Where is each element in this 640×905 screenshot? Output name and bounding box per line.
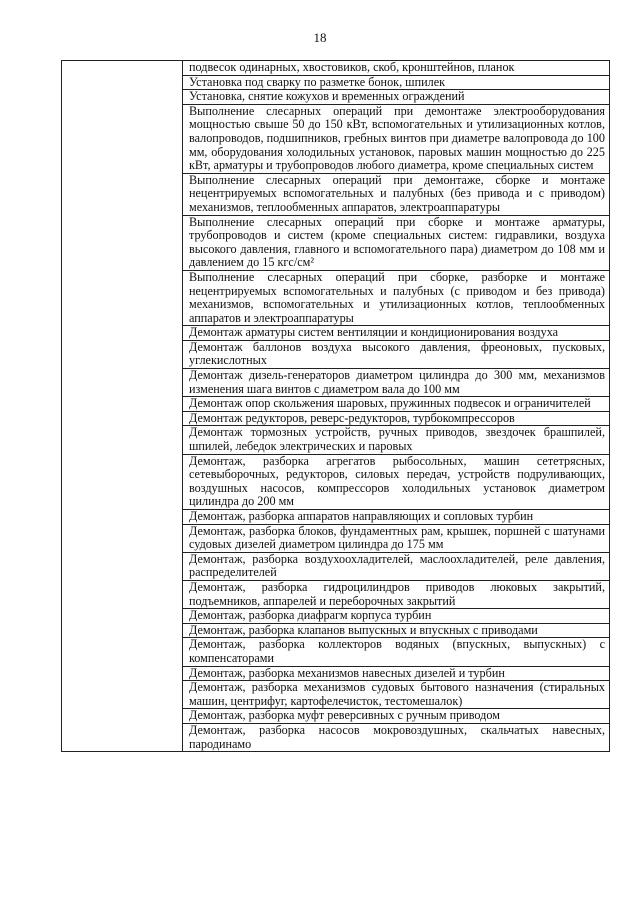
work-description-cell: Демонтаж, разборка клапанов выпускных и впускных с приводами (183, 623, 610, 638)
work-description-cell: Демонтаж баллонов воздуха высокого давления, фреоновых, пусковых, углекислотных (183, 340, 610, 368)
work-description-cell: Демонтаж дизель-генераторов диаметром цилиндра до 300 мм, механизмов изменения шага винтов с диаметром вала до 100 мм (183, 369, 610, 397)
work-types-table (61, 60, 610, 752)
work-description-cell: Выполнение слесарных операций при демонтаже электрооборудования мощностью свыше 50 до 150 кВт, вспомогательных и утилизационных котлов, валопроводов, подшипников, гребных винтов при диаметре валопровода до 100 мм, оборудования холодильных установок, паровых машин мощностью до 225 кВт, арматуры и трубопроводов любого диаметра, кроме специальных систем (183, 104, 610, 173)
work-description-cell: Выполнение слесарных операций при демонтаже, сборке и монтаже нецентрируемых вспомогательных и палубных (без привода и с приводом) механизмов, теплообменных аппаратов, электроаппаратуры (183, 173, 610, 215)
work-description-cell: Установка, снятие кожухов и временных ограждений (183, 90, 610, 105)
work-description-cell: Демонтаж, разборка механизмов навесных дизелей и турбин (183, 666, 610, 681)
table-row (62, 61, 610, 76)
work-description-cell: подвесок одинарных, хвостовиков, скоб, кронштейнов, планок (183, 61, 610, 76)
work-description-cell: Демонтаж тормозных устройств, ручных приводов, звездочек брашпилей, шпилей, лебедок электрических и паровых (183, 426, 610, 454)
work-description-cell: Установка под сварку по разметке бонок, шпилек (183, 75, 610, 90)
left-column-cell (62, 61, 183, 752)
work-description-cell: Демонтаж арматуры систем вентиляции и кондиционирования воздуха (183, 326, 610, 341)
work-description-cell: Демонтаж, разборка аппаратов направляющих и сопловых турбин (183, 510, 610, 525)
work-description-cell: Демонтаж, разборка механизмов судовых бытового назначения (стиральных машин, центрифуг, картофелечисток, тестомешалок) (183, 681, 610, 709)
page-number: 18 (313, 30, 327, 45)
work-description-cell: Демонтаж, разборка блоков, фундаментных рам, крышек, поршней с шатунами судовых дизелей диаметром цилиндра до 175 мм (183, 524, 610, 552)
work-description-cell: Демонтаж, разборка гидроцилиндров приводов люковых закрытий, подъемников, аппарелей и переборочных закрытий (183, 580, 610, 608)
table-body (62, 61, 610, 752)
work-description-cell: Демонтаж, разборка коллекторов водяных (впускных, выпускных) с компенсаторами (183, 638, 610, 666)
work-description-cell: Выполнение слесарных операций при сборке и монтаже арматуры, трубопроводов и систем (кроме специальных систем: гидравлики, воздуха высокого давления, главного и вспомогательного пара) диаметром до 108 мм и давлением до 15 кгс/см² (183, 215, 610, 270)
work-description-cell: Демонтаж, разборка воздухоохладителей, маслоохладителей, реле давления, распределителей (183, 552, 610, 580)
work-description-cell: Демонтаж, разборка диафрагм корпуса турбин (183, 609, 610, 624)
work-description-cell: Демонтаж, разборка муфт реверсивных с ручным приводом (183, 709, 610, 724)
work-description-cell: Демонтаж опор скольжения шаровых, пружинных подвесок и ограничителей (183, 397, 610, 412)
work-description-cell: Выполнение слесарных операций при сборке, разборке и монтаже нецентрируемых вспомогательных и палубных (с приводом и без привода) механизмов, вспомогательных и утилизационных котлов, теплообменных аппаратов и электроаппаратуры (183, 270, 610, 325)
work-description-cell: Демонтаж редукторов, реверс-редукторов, турбокомпрессоров (183, 411, 610, 426)
work-description-cell: Демонтаж, разборка насосов мокровоздушных, скальчатых навесных, пародинамо (183, 723, 610, 751)
work-description-cell: Демонтаж, разборка агрегатов рыбосольных, машин сететрясных, сетевыборочных, редукторов, силовых передач, устройств подруливающих, воздушных насосов, компрессоров холодильных установок диаметром цилиндра до 200 мм (183, 454, 610, 509)
